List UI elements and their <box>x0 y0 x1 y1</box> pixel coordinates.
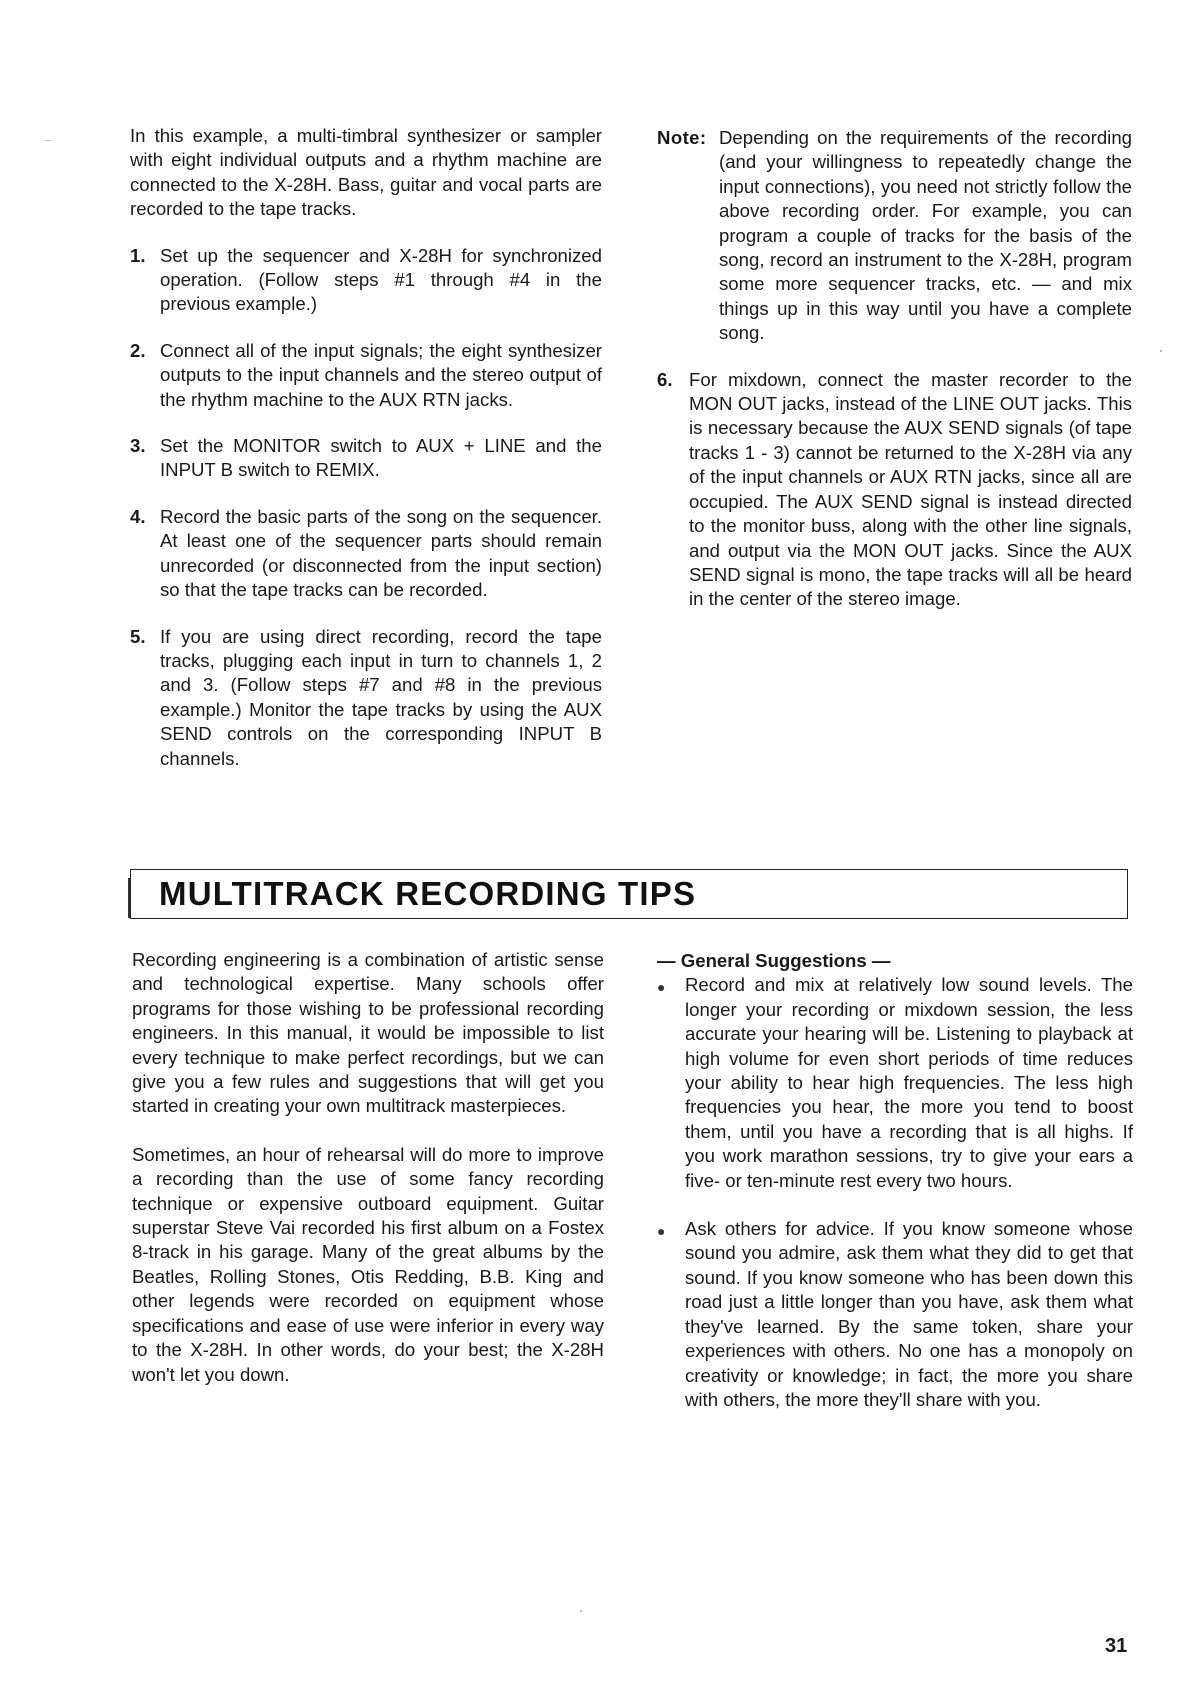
scan-speck <box>1160 350 1162 352</box>
note-block <box>657 126 1132 346</box>
general-suggestions-heading: — General Suggestions — <box>657 950 891 971</box>
intro-paragraph: In this example, a multi-timbral synthesizer or sampler with eight individual outputs and a rhythm machine are connected to the X-28H. Bass, guitar and vocal parts are recorded to the tape tracks. <box>130 125 602 220</box>
step-number: 6. <box>657 368 673 390</box>
top-left-column <box>130 124 602 771</box>
step-number: 1. <box>130 244 146 266</box>
step-5 <box>130 625 602 771</box>
suggestion-text: Ask others for advice. If you know someone whose sound you admire, ask them what they did to get that sound. If you know someone who has been down this road just a little longer than you have, ask them what they've learned. By the same token, share your experiences with others. No one has a monopoly on creativity or knowledge; in fact, the more you share with others, the more they'll share with you. <box>685 1218 1133 1410</box>
note-text: Depending on the requirements of the recording (and your willingness to repeatedly change the input connections), you need not strictly follow the above recording order. For example, you can program a couple of tracks for the basis of the song, record an instrument to the X-28H, program some more sequencer tracks, etc. — and mix things up in this way until you have a complete song. <box>719 127 1132 344</box>
bottom-right-column <box>657 949 1133 1412</box>
step-3 <box>130 434 602 483</box>
step-number: 3. <box>130 435 146 457</box>
bullet-icon: ● <box>657 979 666 996</box>
suggestion-text: Record and mix at relatively low sound levels. The longer your recording or mixdown session, the less accurate your hearing will be. Listening to playback at high volume for even short periods of time reduces your ability to hear high frequencies. The less high frequencies you hear, the more you tend to boost them, until you have a recording that is all highs. If you work marathon sessions, try to give your ears a five- or ten-minute rest every two hours. <box>685 974 1133 1191</box>
step-text: If you are using direct recording, record the tape tracks, plugging each input in turn to channels 1, 2 and 3. (Follow steps #7 and #8 in the previous example.) Monitor the tape tracks by using the AUX SEND controls on the corresponding INPUT B channels. <box>160 625 602 769</box>
step-text: Connect all of the input signals; the eight synthesizer outputs to the input channels and the stereo output of the rhythm machine to the AUX RTN jacks. <box>160 339 602 410</box>
section-header-box <box>130 869 1128 919</box>
scan-speck <box>45 140 51 141</box>
step-text: Set the MONITOR switch to AUX + LINE and the INPUT B switch to REMIX. <box>160 435 602 481</box>
bullet-icon: ● <box>657 1223 666 1240</box>
step-number: 5. <box>130 625 146 647</box>
step-number: 4. <box>130 505 146 527</box>
step-text: For mixdown, connect the master recorder to the MON OUT jacks, instead of the LINE OUT jacks. This is necessary because the AUX SEND signals (of tape tracks 1 - 3) cannot be returned to the X-28H via any of the input channels or AUX RTN jacks, since all are occupied. The AUX SEND signal is instead directed to the monitor buss, along with the other line signals, and output via the MON OUT jacks. Since the AUX SEND signal is mono, the tape tracks will all be heard in the center of the stereo image. <box>689 368 1132 610</box>
section-title: MULTITRACK RECORDING TIPS <box>159 875 697 912</box>
scan-speck <box>580 1610 582 1612</box>
page-number: 31 <box>1105 1635 1128 1657</box>
step-text: Record the basic parts of the song on the sequencer. At least one of the sequencer parts should remain unrecorded (or disconnected from the input section) so that the tape tracks can be recorded. <box>160 505 602 601</box>
step-6 <box>657 368 1132 612</box>
note-label: Note: <box>657 127 707 148</box>
step-text: Set up the sequencer and X-28H for synchronized operation. (Follow steps #1 through #4 in the previous example.) <box>160 244 602 315</box>
top-right-column <box>657 126 1132 612</box>
step-1 <box>130 244 602 317</box>
step-2 <box>130 339 602 412</box>
paragraph: Sometimes, an hour of rehearsal will do more to improve a recording than the use of some fancy recording technique or expensive outboard equipment. Guitar superstar Steve Vai recorded his first album on a Fostex 8-track in his garage. Many of the great albums by the Beatles, Rolling Stones, Otis Redding, B.B. King and other legends were recorded on equipment whose specifications and ease of use were inferior in every way to the X-28H. In other words, do your best; the X-28H won't let you down. <box>132 1143 604 1385</box>
paragraph: Recording engineering is a combination of artistic sense and technological expertise. Many schools offer programs for those wishing to be professional recording engineers. In this manual, it would be impossible to list every technique to make perfect recordings, but we can give you a few rules and suggestions that will get you started in creating your own multitrack masterpieces. <box>132 949 604 1117</box>
step-4 <box>130 505 602 603</box>
suggestion-item <box>657 1217 1133 1412</box>
step-number: 2. <box>130 339 146 361</box>
suggestion-item <box>657 973 1133 1193</box>
bottom-left-column <box>132 948 604 1387</box>
